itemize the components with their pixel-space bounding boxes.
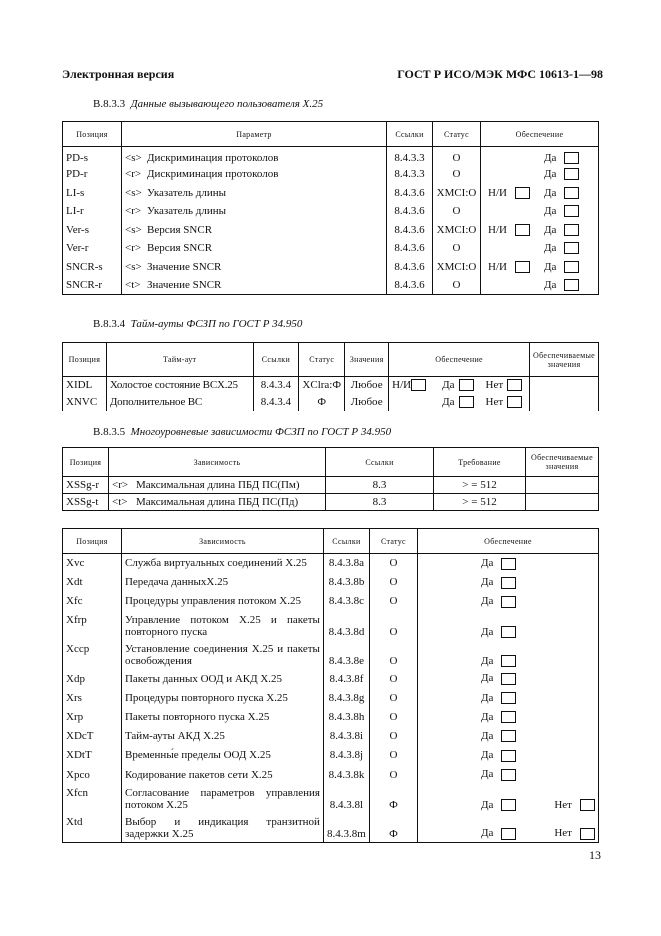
position-cell: PD-r [63, 165, 122, 184]
section-text: Данные вызывающего пользователя X.25 [130, 98, 324, 110]
col-header: Ссылки [326, 448, 434, 477]
ref-cell: 8.4.3.8g [323, 688, 369, 707]
position-cell: XSSg-t [63, 494, 109, 511]
param-cell [122, 165, 387, 184]
da-label: Да [480, 827, 494, 840]
table-row [63, 784, 599, 813]
support-group [421, 711, 516, 723]
ref-cell: 8.4.3.8e [323, 640, 369, 669]
da-label: Да [480, 798, 494, 811]
supported-values-cell [530, 394, 599, 411]
net-label: Нет [485, 379, 504, 392]
param-tag: <r> [125, 168, 142, 181]
checkbox[interactable] [564, 187, 579, 199]
da-label: Да [544, 223, 557, 236]
position-cell: Ver-s [63, 221, 122, 240]
param-name: Дискриминация протоколов [147, 152, 279, 164]
position-cell: XIDL [63, 377, 107, 394]
checkbox[interactable] [501, 692, 516, 704]
support-group [421, 827, 595, 839]
checkbox[interactable] [515, 224, 530, 236]
table-row [63, 554, 599, 573]
table-row [63, 813, 599, 842]
support-ni [488, 261, 544, 273]
da-label: Да [480, 691, 494, 704]
status-cell: O [369, 554, 417, 573]
position-cell: XDcT [63, 727, 122, 746]
support-group [421, 626, 516, 638]
checkbox[interactable] [501, 596, 516, 608]
net-label: Нет [554, 827, 572, 840]
param-cell [122, 258, 387, 277]
da-label: Да [544, 168, 557, 181]
param-tag: <s> [125, 152, 142, 164]
value-cell: Любое [345, 394, 389, 411]
col-header: Ссылки [387, 122, 433, 147]
da-label: Да [480, 625, 494, 638]
col-header: Позиция [63, 343, 107, 377]
dep-name: Максимальная длина ПБД ПС(Пм) [136, 479, 300, 491]
checkbox[interactable] [564, 205, 579, 217]
checkbox[interactable] [580, 828, 595, 840]
checkbox[interactable] [507, 379, 522, 391]
supported-values-cell [526, 477, 599, 494]
param-tag: <r> [125, 242, 142, 255]
param-cell [122, 184, 387, 203]
dependency-cell: Передача данныхX.25 [121, 573, 323, 592]
section-number: B.8.3.3 [93, 98, 126, 110]
checkbox[interactable] [501, 730, 516, 742]
table-row [63, 394, 599, 411]
dependency-cell: Установление соединения X.25 и пакеты освобождения [121, 640, 323, 669]
da-label: Да [480, 710, 494, 723]
col-header: Значения [345, 343, 389, 377]
ref-cell: 8.4.3.6 [387, 239, 433, 258]
table-user-data [62, 121, 599, 295]
ref-cell: 8.4.3.8i [323, 727, 369, 746]
requirement-cell: > = 512 [434, 494, 526, 511]
timeout-cell: Холостое состояние ВСX.25 [106, 377, 253, 394]
da-label: Да [544, 205, 557, 218]
support-cell [481, 165, 599, 184]
support-group [421, 749, 516, 761]
col-header: Статус [369, 529, 417, 554]
support-cell [481, 202, 599, 221]
ref-cell: 8.4.3.3 [387, 165, 433, 184]
param-tag: <r> [125, 205, 142, 218]
section-text: Тайм-ауты ФСЗП по ГОСТ Р 34.950 [130, 318, 303, 330]
status-cell: Ф [369, 813, 417, 842]
table-row [63, 165, 599, 184]
param-cell [122, 239, 387, 258]
da-label: Да [480, 595, 494, 608]
position-cell: Xdp [63, 669, 122, 688]
table-row [63, 147, 599, 166]
ni-label: Н/И [488, 186, 507, 199]
table-row [63, 258, 599, 277]
dep-name: Максимальная длина ПБД ПС(Пд) [136, 496, 299, 508]
da-label: Да [480, 672, 494, 685]
checkbox[interactable] [564, 224, 579, 236]
param-name: Значение SNCR [147, 260, 222, 273]
dependency-cell: Пакеты данных ООД и АКД X.25 [121, 669, 323, 688]
ref-cell: 8.4.3.8b [323, 573, 369, 592]
dependency-cell: Процедуры управления потоком X.25 [121, 592, 323, 611]
ref-cell: 8.4.3.6 [387, 184, 433, 203]
position-cell: Xvc [63, 554, 122, 573]
param-name: Версия SNCR [147, 242, 213, 255]
table-row [63, 202, 599, 221]
da-label: Да [544, 278, 557, 291]
param-cell [122, 221, 387, 240]
col-header: Ссылки [253, 343, 299, 377]
ref-cell: 8.4.3.3 [387, 147, 433, 166]
value-cell: Любое [345, 377, 389, 394]
support-cell [417, 592, 598, 611]
support-cell [417, 554, 598, 573]
checkbox[interactable] [580, 799, 595, 811]
table-row [63, 184, 599, 203]
checkbox[interactable] [564, 261, 579, 273]
status-cell: O [433, 239, 481, 258]
ref-cell: 8.4.3.8h [323, 707, 369, 726]
support-group [421, 576, 516, 588]
support-group [421, 557, 516, 569]
dependency-cell [109, 494, 326, 511]
support-ni [488, 187, 544, 199]
status-cell: O [369, 765, 417, 784]
section-title-3 [93, 426, 391, 438]
checkbox[interactable] [564, 168, 579, 180]
table-row [63, 640, 599, 669]
checkbox[interactable] [501, 577, 516, 589]
position-cell: PD-s [63, 147, 122, 166]
support-cell [417, 746, 598, 765]
support-group [484, 279, 579, 291]
param-cell [122, 276, 387, 295]
status-cell: O [369, 669, 417, 688]
position-cell: Xccp [63, 640, 122, 669]
ref-cell: 8.4.3.8f [323, 669, 369, 688]
dependency-cell: Тайм-ауты АКД X.25 [121, 727, 323, 746]
support-group [421, 768, 516, 780]
status-cell: Ф [369, 784, 417, 813]
table-row [63, 765, 599, 784]
support-group [484, 242, 579, 254]
da-label: Да [544, 186, 557, 199]
checkbox[interactable] [501, 558, 516, 570]
table-dependencies [62, 447, 599, 511]
ref-cell: 8.4.3.8a [323, 554, 369, 573]
position-cell: SNCR-r [63, 276, 122, 295]
section-number: B.8.3.4 [93, 318, 126, 330]
table-row [63, 477, 599, 494]
status-cell: O [369, 573, 417, 592]
support-cell [417, 707, 598, 726]
net-label: Нет [485, 395, 504, 408]
support-group [421, 672, 516, 684]
status-cell: XMCI:O [433, 258, 481, 277]
status-cell: Ф [299, 394, 345, 411]
param-tag: <s> [125, 186, 142, 199]
position-cell: XSSg-r [63, 477, 109, 494]
ref-cell: 8.4.3.4 [253, 377, 299, 394]
param-cell [122, 147, 387, 166]
checkbox[interactable] [501, 673, 516, 685]
status-cell: O [433, 202, 481, 221]
section-text: Многоуровневые зависимости ФСЗП по ГОСТ Р 34.950 [130, 426, 392, 438]
support-group [421, 595, 516, 607]
checkbox[interactable] [459, 396, 474, 408]
table-row [63, 221, 599, 240]
support-cell [481, 239, 599, 258]
ref-cell: 8.4.3.6 [387, 276, 433, 295]
page-number: 13 [589, 848, 601, 862]
ni-label: Н/И [488, 223, 507, 236]
support-cell [417, 784, 598, 813]
support-cell [417, 765, 598, 784]
position-cell: Xtd [63, 813, 122, 842]
ref-cell: 8.4.3.8k [323, 765, 369, 784]
param-name: Указатель длины [147, 205, 227, 218]
col-header: Обеспечиваемые значения [530, 343, 599, 377]
table-row [63, 688, 599, 707]
support-ni [392, 379, 442, 391]
col-header: Параметр [122, 122, 387, 147]
dependency-cell: Согласование параметров управления потоком X.25 [121, 784, 323, 813]
checkbox[interactable] [501, 769, 516, 781]
support-group [484, 152, 579, 164]
checkbox[interactable] [501, 750, 516, 762]
status-cell: O [369, 727, 417, 746]
ref-cell: 8.4.3.4 [253, 394, 299, 411]
table-row [63, 727, 599, 746]
col-header: Обеспечение [389, 343, 530, 377]
support-cell [389, 394, 530, 411]
param-cell [122, 202, 387, 221]
da-label: Да [480, 749, 494, 762]
support-ni [488, 224, 544, 236]
da-label: Да [480, 654, 494, 667]
da-label: Да [480, 576, 494, 589]
checkbox[interactable] [501, 711, 516, 723]
support-cell [481, 147, 599, 166]
dependency-cell: Служба виртуальных соединений X.25 [121, 554, 323, 573]
ni-label: Н/И [392, 379, 412, 392]
ref-cell: 8.4.3.8j [323, 746, 369, 765]
param-name: Дискриминация протоколов [147, 168, 279, 181]
header-left: Электронная версия [62, 67, 175, 81]
support-cell [417, 640, 598, 669]
support-group [484, 224, 579, 236]
support-cell [389, 377, 530, 394]
ref-cell: 8.4.3.8l [323, 784, 369, 813]
support-group [421, 692, 516, 704]
table-row [63, 707, 599, 726]
ref-cell: 8.4.3.6 [387, 202, 433, 221]
ref-cell: 8.3 [326, 494, 434, 511]
support-group [421, 730, 516, 742]
param-tag: <s> [125, 260, 142, 273]
position-cell: Xpco [63, 765, 122, 784]
table-row [63, 239, 599, 258]
section-number: B.8.3.5 [93, 426, 126, 438]
status-cell: XClra:Ф [299, 377, 345, 394]
checkbox[interactable] [501, 828, 516, 840]
position-cell: LI-s [63, 184, 122, 203]
position-cell: Xdt [63, 573, 122, 592]
status-cell: O [433, 147, 481, 166]
ni-label: Н/И [488, 260, 507, 273]
col-header: Статус [433, 122, 481, 147]
col-header: Позиция [63, 448, 109, 477]
dependency-cell: Процедуры повторного пуска X.25 [121, 688, 323, 707]
status-cell: XMCI:O [433, 221, 481, 240]
da-label: Да [480, 729, 494, 742]
table-row [63, 746, 599, 765]
checkbox[interactable] [564, 279, 579, 291]
table-row [63, 377, 599, 394]
support-group [484, 205, 579, 217]
status-cell: XMCI:O [433, 184, 481, 203]
checkbox[interactable] [515, 187, 530, 199]
table-row [63, 611, 599, 640]
checkbox[interactable] [411, 379, 426, 391]
col-header: Тайм-аут [106, 343, 253, 377]
param-tag: <t> [125, 279, 141, 291]
da-label: Да [480, 768, 494, 781]
support-group [421, 799, 595, 811]
header-right: ГОСТ Р ИСО/МЭК МФС 10613-1—98 [397, 67, 603, 81]
position-cell: XNVC [63, 394, 107, 411]
support-cell [481, 221, 599, 240]
dependency-cell [109, 477, 326, 494]
support-cell [417, 611, 598, 640]
checkbox[interactable] [501, 655, 516, 667]
param-tag: <s> [125, 223, 142, 236]
col-header: Обеспечиваемые значения [526, 448, 599, 477]
position-cell: Xrs [63, 688, 122, 707]
param-name: Указатель длины [147, 186, 227, 199]
support-group [484, 261, 579, 273]
requirement-cell: > = 512 [434, 477, 526, 494]
section-title-2 [93, 318, 302, 330]
support-cell [417, 573, 598, 592]
support-group [484, 168, 579, 180]
status-cell: O [369, 611, 417, 640]
status-cell: O [369, 592, 417, 611]
checkbox[interactable] [564, 242, 579, 254]
da-label: Да [544, 151, 557, 164]
support-cell [417, 813, 598, 842]
status-cell: O [369, 707, 417, 726]
da-label: Да [544, 242, 557, 255]
checkbox[interactable] [564, 152, 579, 164]
da-label: Да [442, 379, 455, 392]
support-cell [481, 258, 599, 277]
col-header: Обеспечение [484, 536, 532, 546]
support-cell [417, 688, 598, 707]
checkbox[interactable] [515, 261, 530, 273]
support-cell [481, 276, 599, 295]
dep-tag: <t> [112, 496, 128, 508]
col-header: Требование [434, 448, 526, 477]
col-header: Зависимость [109, 448, 326, 477]
ref-cell: 8.4.3.6 [387, 221, 433, 240]
col-header: Позиция [63, 529, 122, 554]
col-header: Зависимость [121, 529, 323, 554]
col-header: Статус [299, 343, 345, 377]
table-row [63, 276, 599, 295]
da-label: Да [480, 557, 494, 570]
param-name: Версия SNCR [147, 223, 213, 236]
dependency-cell: Управление потоком X.25 и пакеты повторного пуска [121, 611, 323, 640]
position-cell: Xfrp [63, 611, 122, 640]
timeout-cell: Дополнительное ВС [106, 394, 253, 411]
support-group [421, 655, 516, 667]
position-cell: Xfc [63, 592, 122, 611]
position-cell: Xrp [63, 707, 122, 726]
dep-tag: <r> [112, 479, 129, 491]
ref-cell: 8.4.3.6 [387, 258, 433, 277]
table-x25-dependencies [62, 528, 599, 843]
da-label: Да [544, 260, 557, 273]
param-name: Значение SNCR [147, 279, 222, 291]
dependency-cell: Временны́е пределы ООД X.25 [121, 746, 323, 765]
col-header: Обеспечение [515, 129, 564, 139]
position-cell: LI-r [63, 202, 122, 221]
position-cell: SNCR-s [63, 258, 122, 277]
dependency-cell: Выбор и индикация транзитной задержки X.25 [121, 813, 323, 842]
status-cell: O [433, 165, 481, 184]
dependency-cell: Кодирование пакетов сети X.25 [121, 765, 323, 784]
table-row [63, 494, 599, 511]
col-header: Позиция [63, 122, 122, 147]
table-row [63, 592, 599, 611]
checkbox[interactable] [459, 379, 474, 391]
position-cell: Ver-r [63, 239, 122, 258]
support-group [484, 187, 579, 199]
dependency-cell: Пакеты повторного пуска X.25 [121, 707, 323, 726]
ref-cell: 8.4.3.8c [323, 592, 369, 611]
da-label: Да [442, 395, 455, 408]
status-cell: O [369, 688, 417, 707]
position-cell: Xfcn [63, 784, 122, 813]
section-title-1 [93, 98, 323, 110]
support-cell [417, 727, 598, 746]
col-header: Ссылки [323, 529, 369, 554]
supported-values-cell [526, 494, 599, 511]
ref-cell: 8.4.3.8m [323, 813, 369, 842]
table-timeouts [62, 342, 599, 411]
support-cell [417, 669, 598, 688]
status-cell: O [433, 276, 481, 295]
support-cell [481, 184, 599, 203]
checkbox[interactable] [507, 396, 522, 408]
position-cell: XDtT [63, 746, 122, 765]
checkbox[interactable] [501, 799, 516, 811]
ref-cell: 8.4.3.8d [323, 611, 369, 640]
ref-cell: 8.3 [326, 477, 434, 494]
status-cell: O [369, 746, 417, 765]
table-row [63, 669, 599, 688]
table-row [63, 573, 599, 592]
supported-values-cell [530, 377, 599, 394]
net-label: Нет [554, 798, 572, 811]
checkbox[interactable] [501, 626, 516, 638]
status-cell: O [369, 640, 417, 669]
